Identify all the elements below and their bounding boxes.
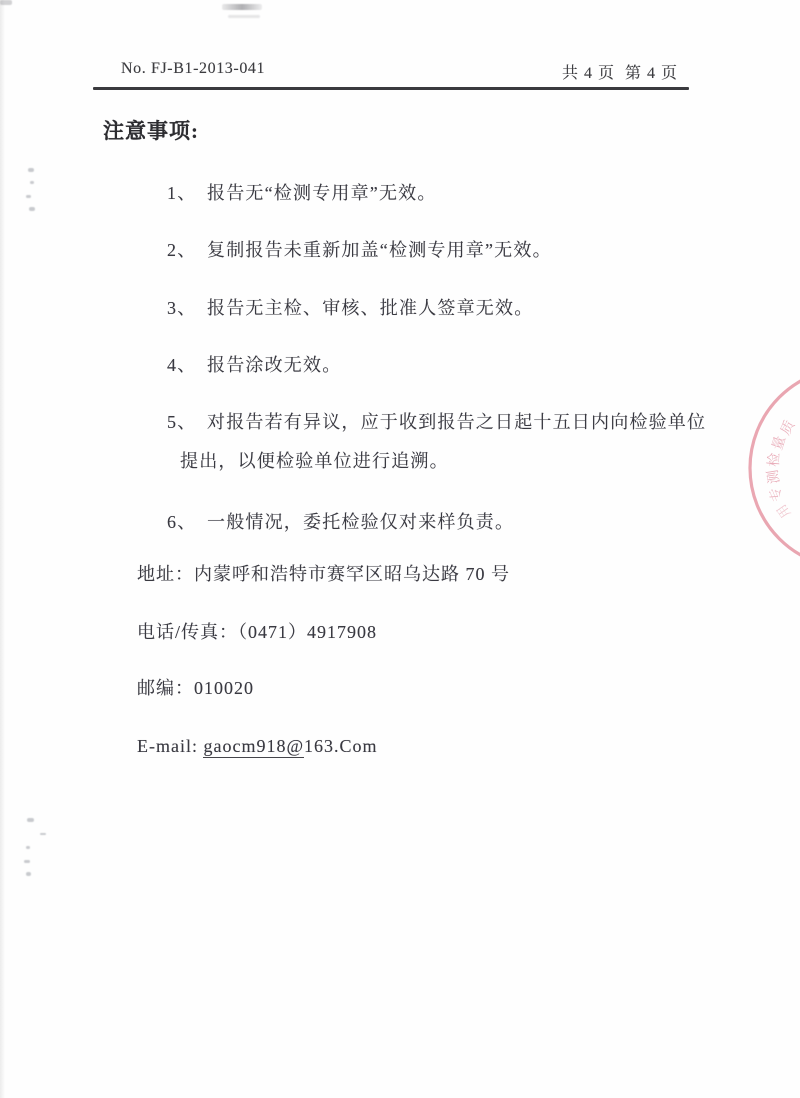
note-number: 2、 — [167, 240, 197, 260]
scan-artifact — [222, 4, 262, 10]
scan-artifact — [27, 818, 34, 822]
note-number: 4、 — [167, 355, 197, 375]
note-text: 提出，以便检验单位进行追溯。 — [180, 451, 449, 471]
red-seal-stamp — [700, 368, 800, 578]
scan-artifact — [24, 860, 30, 863]
note-text: 报告涂改无效。 — [207, 355, 342, 375]
note-text: 对报告若有异议，应于收到报告之日起十五日内向检验单位 — [207, 412, 707, 432]
email-user-underlined: gaocm918@ — [203, 736, 305, 756]
scan-artifact — [26, 846, 30, 849]
postcode-text: 邮编：010020 — [137, 678, 254, 698]
stamp-char: 检 — [767, 452, 783, 468]
page-count: 共 4 页 第 4 页 — [561, 65, 678, 82]
header-divider — [93, 87, 689, 90]
note-number: 6、 — [167, 512, 197, 532]
note-text: 报告无“检测专用章”无效。 — [207, 183, 437, 203]
scan-artifact — [228, 15, 260, 18]
note-number: 3、 — [167, 298, 197, 318]
scan-artifact — [40, 833, 46, 835]
note-text: 报告无主检、审核、批准人签章无效。 — [207, 298, 534, 318]
note-text: 复制报告未重新加盖“检测专用章”无效。 — [207, 240, 552, 260]
note-number: 5、 — [167, 412, 197, 432]
stamp-char: 测 — [765, 468, 783, 485]
scan-artifact — [28, 168, 34, 172]
phone-fax-text: 电话/传真：（0471）4917908 — [137, 622, 378, 642]
scan-artifact — [30, 181, 34, 184]
stamp-char: 量 — [770, 434, 789, 453]
scan-edge-shade — [0, 0, 5, 1098]
address-text: 地址：内蒙呼和浩特市赛罕区昭乌达路 70 号 — [137, 564, 510, 584]
stamp-char: 质 — [778, 418, 799, 438]
scan-artifact — [29, 207, 35, 211]
note-number: 1、 — [167, 183, 197, 203]
scan-artifact — [26, 872, 31, 876]
page-title: 注意事项: — [103, 119, 199, 143]
stamp-char: 专 — [767, 484, 787, 504]
stamp-char: 用 — [773, 501, 794, 521]
email-text — [137, 734, 378, 758]
note-text: 一般情况，委托检验仅对来样负责。 — [207, 512, 515, 532]
scan-artifact — [0, 0, 12, 5]
email-label: E-mail: — [137, 736, 204, 756]
document-number: No. FJ-B1-2013-041 — [121, 60, 266, 77]
email-domain: 163.Com — [304, 736, 378, 756]
scan-artifact — [26, 195, 31, 198]
